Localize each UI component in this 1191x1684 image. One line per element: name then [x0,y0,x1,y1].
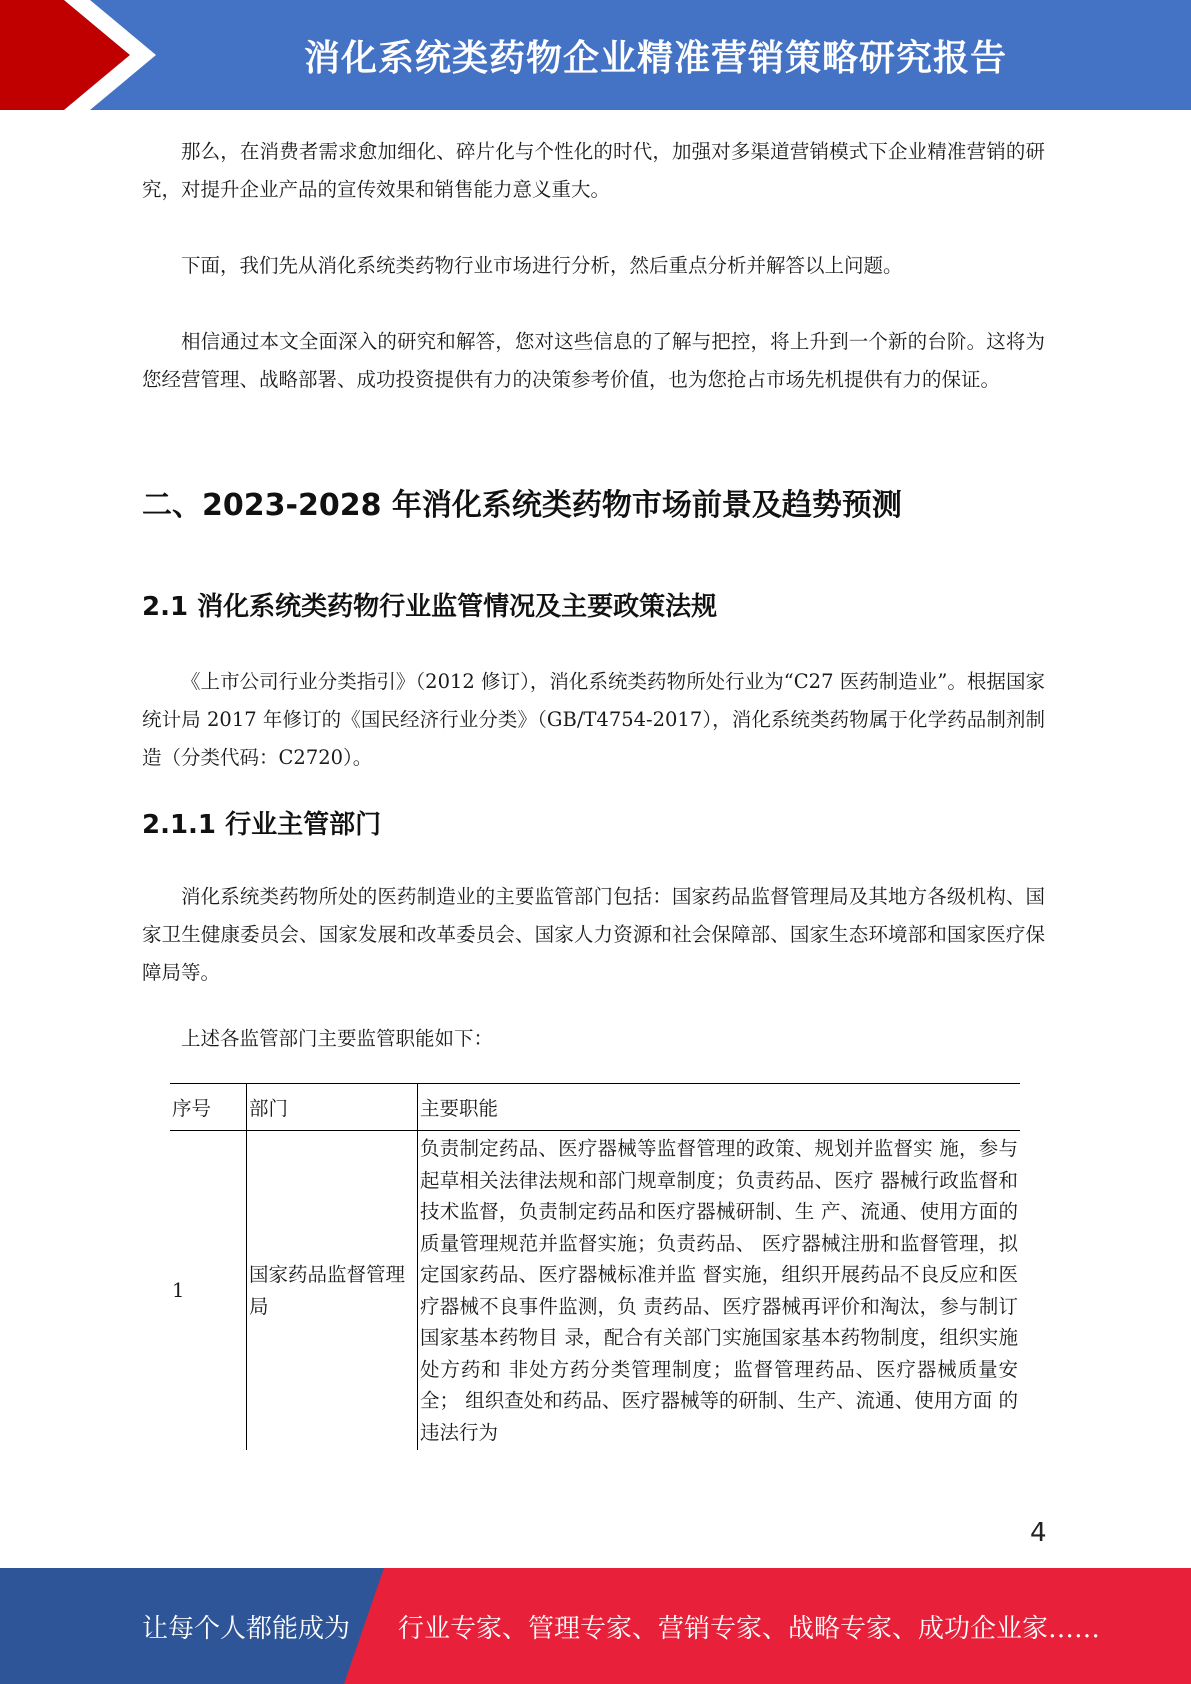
paragraph-table-intro: 上述各监管部门主要监管职能如下： [181,1027,494,1050]
page-header [0,0,1191,110]
section-heading: 二、2023-2028 年消化系统类药物市场前景及趋势预测 [142,488,902,523]
report-title: 消化系统类药物企业精准营销策略研究报告 [303,37,1007,79]
subsubsection-heading: 2.1.1 行业主管部门 [142,810,382,840]
table-header-duty: 主要职能 [418,1084,1021,1131]
paragraph-analysis-plan: 下面，我们先从消化系统类药物行业市场进行分析，然后重点分析并解答以上问题。 [181,254,903,277]
footer-slogan-right: 行业专家、管理专家、营销专家、战略专家、成功企业家…… [398,1613,1101,1644]
subsection-heading: 2.1 消化系统类药物行业监管情况及主要政策法规 [142,592,718,622]
footer-slogan-left: 让每个人都能成为 [142,1613,351,1644]
table-row [170,1131,1020,1451]
table-cell-duty: 负责制定药品、医疗器械等监督管理的政策、规划并监督实 施，参与起草相关法律法规和部门规章制度；负责药品、医疗 器械行政监督和技术监督，负责制定药品和医疗器械研制、生 产、流通、使用方面的质量管理规范并监督实施；负责药品、 医疗器械注册和监督管理，拟定国家药品、医疗器械标准并监 督实施，组织开展药品不良反应和医疗器械不良事件监测，负 责药品、医疗器械再评价和淘汰，参与制订国家基本药物目 录，配合有关部门实施国家基本药物制度，组织实施处方药和 非处方药分类管理制度；监督管理药品、医疗器械质量安全； 组织查处和药品、医疗器械等的研制、生产、流通、使用方面 的违法行为 [420,1137,1018,1444]
paragraph-intro: 那么，在消费者需求愈加细化、碎片化与个性化的时代，加强对多渠道营销模式下企业精准营销的研究，对提升企业产品的宣传效果和销售能力意义重大。 [142,140,1045,201]
table-cell-no: 1 [170,1131,247,1451]
table-header-row [170,1084,1020,1131]
paragraph-industry-classification: 《上市公司行业分类指引》（2012 修订），消化系统类药物所处行业为“C27 医药制造业”。根据国家统计局 2017 年修订的《国民经济行业分类》（GB/T4754-2017），消化系统类药物属于化学药品制剂制造（分类代码：C2720）。 [142,670,1045,769]
paragraph-value: 相信通过本文全面深入的研究和解答，您对这些信息的了解与把控，将上升到一个新的台阶。这将为您经营管理、战略部署、成功投资提供有力的决策参考价值，也为您抢占市场先机提供有力的保证。 [142,330,1045,391]
header-arrow-decoration [0,0,160,110]
table-header-no: 序号 [170,1084,247,1131]
table-cell-dept: 国家药品监督管理局 [247,1131,418,1451]
table-header-dept: 部门 [247,1084,418,1131]
page-number: 4 [1030,1518,1047,1548]
page-footer [0,1568,1191,1684]
paragraph-regulators: 消化系统类药物所处的医药制造业的主要监管部门包括：国家药品监督管理局及其地方各级机构、国家卫生健康委员会、国家发展和改革委员会、国家人力资源和社会保障部、国家生态环境部和国家医疗保障局等。 [142,885,1045,984]
regulator-duties-table [170,1083,1020,1450]
